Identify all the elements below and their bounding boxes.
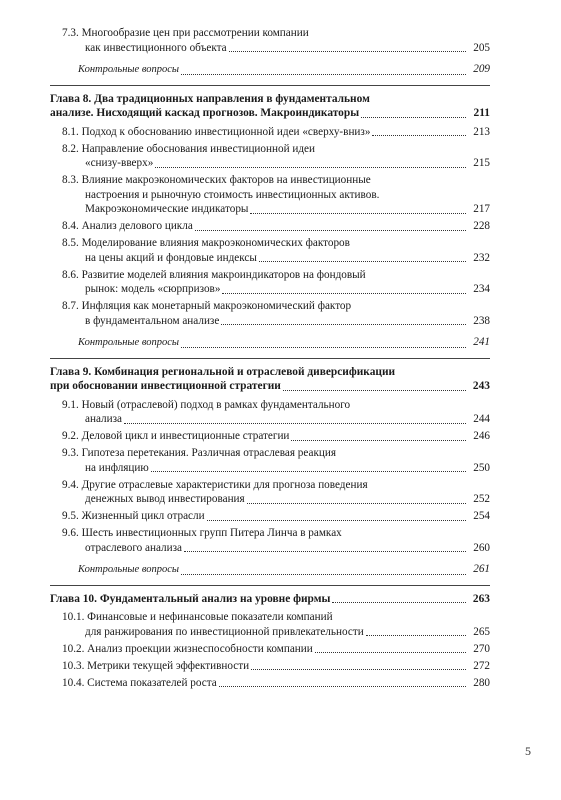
chapter-divider: [50, 585, 490, 586]
toc-entry-8-2: [50, 142, 490, 171]
toc-entry-8-4: [50, 219, 490, 234]
dot-leader: [124, 423, 466, 424]
dot-leader: [315, 652, 466, 653]
entry-title-line: 9.5. Жизненный цикл отрасли: [62, 510, 205, 522]
dot-leader: [332, 602, 466, 603]
chapter-title-line: Глава 10. Фундаментальный анализ на уровне фирмы: [50, 592, 331, 605]
dot-leader: [283, 390, 466, 391]
page-ref: 260: [473, 541, 490, 554]
toc-entry-8-1: [50, 125, 490, 140]
entry-title-line: 10.3. Метрики текущей эффективности: [62, 659, 250, 672]
toc-entry-7-3: [50, 26, 490, 55]
dot-leader: [291, 440, 466, 441]
toc-review-questions-7: [50, 62, 490, 78]
toc-entry-8-6: [50, 268, 490, 297]
entry-title-line: 9.4. Другие отраслевые характеристики для прогноза поведения: [62, 478, 368, 491]
entry-title-line: «снизу-вверх»: [85, 157, 154, 169]
page-ref: 211: [473, 107, 490, 119]
entry-title-line: 10.1. Финансовые и нефинансовые показатели компаний: [62, 611, 333, 623]
page-ref: 272: [473, 659, 490, 672]
page-ref: 270: [473, 642, 490, 655]
chapter-title-line: Глава 8. Два традиционных направления в фундаментальном: [50, 92, 370, 105]
dot-leader: [372, 135, 466, 136]
dot-leader: [250, 213, 466, 214]
page-ref: 209: [473, 63, 490, 75]
dot-leader: [195, 230, 466, 231]
page-ref: 213: [473, 125, 490, 138]
toc-entry-8-5: [50, 236, 490, 265]
dot-leader: [181, 347, 466, 348]
page-ref: 241: [473, 336, 490, 348]
page-ref: 263: [472, 592, 490, 605]
entry-title-line: на цены акций и фондовые индексы: [85, 251, 257, 264]
toc-entry-9-6: [50, 526, 490, 555]
entry-title-line: рынок: модель «сюрпризов»: [85, 283, 221, 295]
toc-entry-9-4: [50, 478, 490, 507]
entry-title-line: 8.6. Развитие моделей влияния макроиндикаторов на фондовый: [62, 268, 366, 281]
toc-entry-9-5: [50, 509, 490, 524]
toc-entry-10-2: [50, 642, 490, 657]
dot-leader: [361, 117, 466, 118]
dot-leader: [222, 293, 466, 294]
page-ref: 228: [473, 220, 490, 232]
toc-chapter-10: [50, 592, 490, 607]
page-ref: 232: [473, 251, 490, 264]
entry-title-line: 9.6. Шесть инвестиционных групп Питера Линча в рамках: [62, 527, 342, 539]
toc-entry-9-2: [50, 429, 490, 444]
dot-leader: [229, 51, 466, 52]
entry-title-line: как инвестиционного объекта: [85, 41, 227, 54]
toc-entry-10-4: [50, 676, 490, 691]
dot-leader: [247, 503, 466, 504]
chapter-title-line: Глава 9. Комбинация региональной и отраслевой диверсификации: [50, 365, 396, 378]
toc-entry-9-3: [50, 446, 490, 475]
chapter-title-line: анализе. Нисходящий каскад прогнозов. Макроиндикаторы: [50, 107, 360, 119]
toc-entry-8-7: [50, 299, 490, 328]
entry-title-line: 9.1. Новый (отраслевой) подход в рамках фундаментального: [62, 398, 351, 411]
table-of-contents: [50, 26, 490, 693]
toc-chapter-8: [50, 92, 490, 121]
page-ref: 215: [473, 157, 490, 169]
entry-title-line: Контрольные вопросы: [78, 64, 180, 75]
dot-leader: [259, 261, 466, 262]
dot-leader: [219, 686, 466, 687]
page-ref: 280: [473, 676, 490, 689]
entry-title-line: в фундаментальном анализе: [85, 314, 220, 327]
entry-title-line: на инфляцию: [85, 461, 149, 474]
page-ref: 238: [473, 314, 490, 327]
entry-title-line: 9.2. Деловой цикл и инвестиционные стратегии: [62, 430, 290, 442]
page-ref: 254: [473, 510, 490, 522]
toc-entry-10-3: [50, 659, 490, 674]
dot-leader: [181, 74, 466, 75]
chapter-divider: [50, 85, 490, 86]
page-ref: 243: [472, 380, 490, 392]
dot-leader: [251, 669, 466, 670]
chapter-title-line: при обосновании инвестиционной стратегии: [50, 380, 281, 392]
toc-entry-9-1: [50, 398, 490, 427]
page-number: 5: [525, 744, 531, 758]
entry-title-line: денежных вывод инвестирования: [85, 493, 245, 505]
page-ref: 250: [473, 461, 490, 474]
toc-entry-10-1: [50, 610, 490, 639]
dot-leader: [221, 324, 466, 325]
entry-title-line: 8.7. Инфляция как монетарный макроэкономический фактор: [62, 300, 352, 312]
entry-title-line: отраслевого анализа: [85, 541, 183, 554]
dot-leader: [207, 520, 466, 521]
page-ref: 234: [473, 283, 490, 295]
dot-leader: [366, 635, 466, 636]
entry-title-line: 8.5. Моделирование влияния макроэкономических факторов: [62, 237, 350, 249]
entry-title-line: 8.3. Влияние макроэкономических факторов на инвестиционные: [62, 174, 371, 186]
page-ref: 244: [473, 413, 490, 425]
entry-title-line: 8.4. Анализ делового цикла: [62, 220, 193, 232]
dot-leader: [151, 471, 466, 472]
dot-leader: [184, 551, 466, 552]
toc-review-questions-8: [50, 335, 490, 351]
page-ref: 252: [473, 493, 490, 505]
entry-title-line: 7.3. Многообразие цен при рассмотрении компании: [62, 27, 309, 39]
page-ref: 246: [473, 430, 490, 442]
entry-title-line: Макроэкономические индикаторы: [85, 203, 249, 215]
entry-title-line: Контрольные вопросы: [78, 564, 180, 575]
page-ref: 217: [473, 203, 490, 215]
entry-title-line: Контрольные вопросы: [78, 337, 180, 348]
entry-title-line: настроения и рыночную стоимость инвестиционных активов.: [85, 188, 380, 201]
page-ref: 261: [473, 563, 490, 575]
toc-chapter-9: [50, 365, 490, 394]
dot-leader: [155, 167, 466, 168]
chapter-divider: [50, 358, 490, 359]
entry-title-line: для ранжирования по инвестиционной привлекательности: [85, 625, 364, 638]
page-ref: 205: [473, 41, 490, 54]
entry-title-line: 8.1. Подход к обоснованию инвестиционной идеи «сверху-вниз»: [62, 125, 371, 138]
dot-leader: [181, 574, 466, 575]
entry-title-line: анализа: [85, 413, 122, 425]
page-ref: 265: [473, 625, 490, 638]
toc-review-questions-9: [50, 562, 490, 578]
entry-title-line: 9.3. Гипотеза перетекания. Различная отраслевая реакция: [62, 447, 337, 459]
entry-title-line: 10.2. Анализ проекции жизнеспособности компании: [62, 642, 313, 655]
entry-title-line: 10.4. Система показателей роста: [62, 676, 217, 689]
entry-title-line: 8.2. Направление обоснования инвестиционной идеи: [62, 142, 315, 155]
toc-entry-8-3: [50, 173, 490, 217]
